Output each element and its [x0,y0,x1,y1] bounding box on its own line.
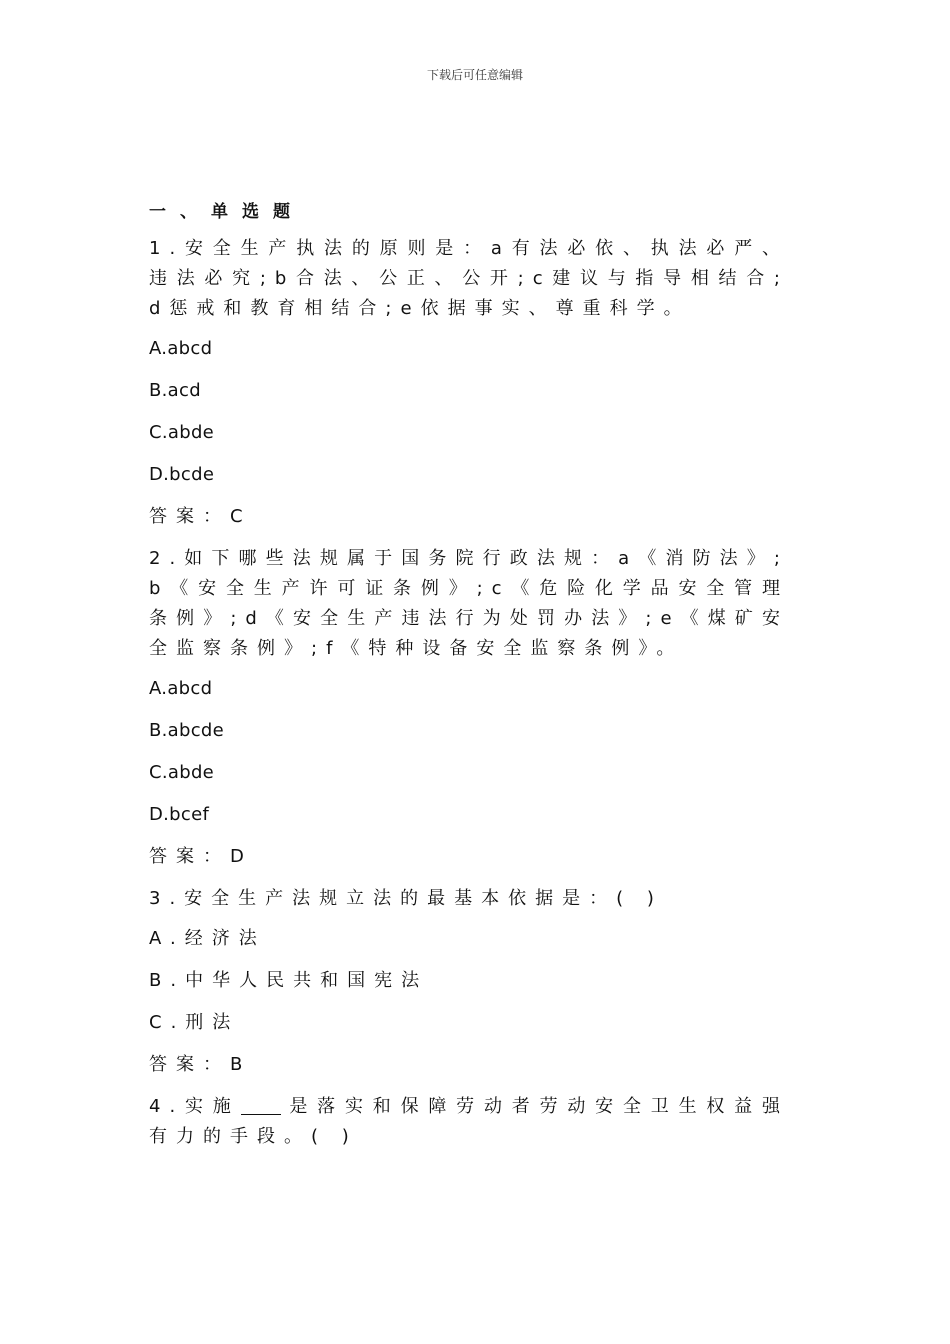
option-c: C.abde [149,422,215,443]
question-2 [149,544,789,872]
answer: 答案：B [149,1054,252,1075]
question-1 [149,234,789,532]
section-title: 一、单选题 [149,202,304,222]
option-c: C.刑法 [149,1012,240,1033]
fill-blank [241,1094,281,1115]
option-d: D.bcef [149,804,210,825]
option-c: C.abde [149,762,215,783]
question-stem: 3.安全生产法规立法的最基本依据是：( ) [149,888,663,909]
page-header: 下载后可任意编辑 [426,68,523,82]
question-stem: 1.安全生产执法的原则是：a有法必依、执法必严、违法必究;b合法、公正、公开;c建议与指导相结合;d惩戒和教育相结合;e依据事实、尊重科学。 [149,238,789,319]
option-a: A.经济法 [149,928,266,949]
question-4 [149,1092,789,1152]
question-3 [149,884,789,1080]
option-b: B.acd [149,380,201,401]
stem-after-blank: 是落实和保障劳动者劳动安全卫生权益强有力的手段。( ) [149,1096,789,1147]
option-a: A.abcd [149,338,213,359]
answer: 答案：D [149,846,253,867]
answer: 答案：C [149,506,252,527]
option-b: B.中华人民共和国宪法 [149,970,429,991]
option-b: B.abcde [149,720,225,741]
stem-before-blank: 4.实施 [149,1096,241,1117]
option-d: D.bcde [149,464,215,485]
document-body [149,198,789,1162]
question-stem: 2.如下哪些法规属于国务院行政法规：a《消防法》;b《安全生产许可证条例》;c《危险化学品安全管理条例》;d《安全生产违法行为处罚办法》;e《煤矿安全监察条例》;f《特种设备安全监察条例》。 [149,548,789,659]
question-stem [149,1092,789,1152]
option-a: A.abcd [149,678,213,699]
